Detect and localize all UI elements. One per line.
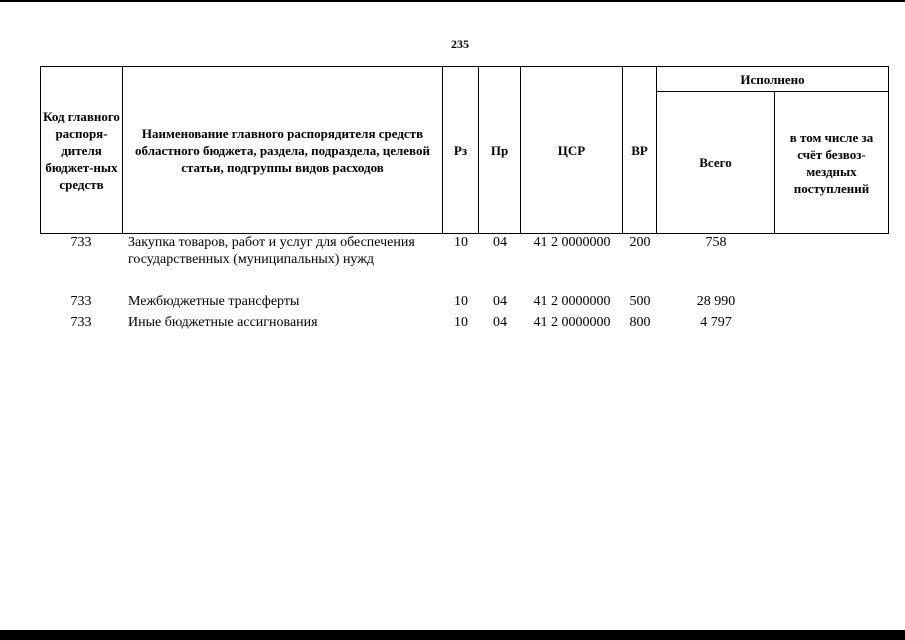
cell-pr: 04	[493, 294, 507, 309]
cell-rz: 10	[454, 315, 468, 330]
page-number: 235	[451, 37, 469, 51]
cell-csr: 41 2 0000000	[533, 294, 611, 309]
cell-csr: 41 2 0000000	[533, 315, 611, 330]
cell-vr: 800	[629, 315, 651, 330]
header-kod: Код главного распоря-дителя бюджет-ных средств	[41, 67, 123, 234]
header-bezvozm: в том числе за счёт безвоз-мездных поступлений	[775, 92, 889, 234]
cell-name: Иные бюджетные ассигнования	[128, 315, 318, 330]
cell-pr: 04	[493, 235, 507, 250]
cell-rz: 10	[454, 294, 468, 309]
header-name: Наименование главного распорядителя средств областного бюджета, раздела, подраздела, целевой статьи, подгруппы видов расходов	[123, 67, 443, 234]
cell-csr: 41 2 0000000	[533, 235, 611, 250]
cell-name: Закупка товаров, работ и услуг для обеспечения государственных (муниципальных) нужд	[128, 235, 415, 267]
cell-rz: 10	[454, 235, 468, 250]
cell-kod: 733	[70, 315, 92, 330]
cell-kod: 733	[70, 294, 92, 309]
cell-vsego: 28 990	[696, 294, 736, 309]
top-border-line	[0, 0, 905, 2]
table-header	[40, 66, 889, 234]
bottom-border-bar	[0, 630, 905, 640]
header-pr: Пр	[479, 67, 521, 234]
cell-vr: 500	[629, 294, 651, 309]
header-ispolneno: Исполнено	[657, 67, 889, 92]
header-vr: ВР	[623, 67, 657, 234]
cell-name: Межбюджетные трансферты	[128, 294, 300, 309]
cell-pr: 04	[493, 315, 507, 330]
header-vsego: Всего	[657, 92, 775, 234]
cell-kod: 733	[70, 235, 92, 250]
header-rz: Рз	[443, 67, 479, 234]
cell-vsego: 758	[705, 235, 727, 250]
cell-vsego: 4 797	[700, 315, 732, 330]
cell-vr: 200	[629, 235, 651, 250]
header-csr: ЦСР	[521, 67, 623, 234]
